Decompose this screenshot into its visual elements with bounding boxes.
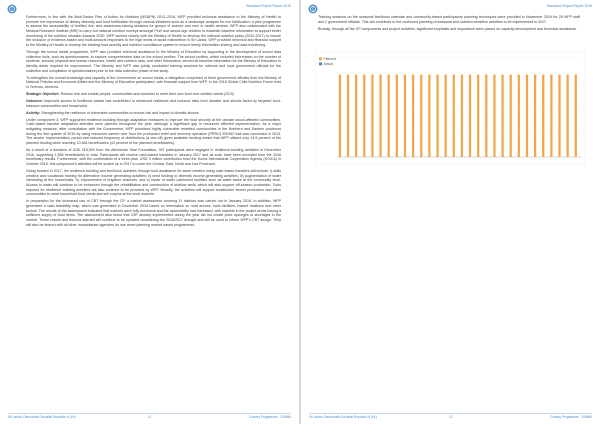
- bar-planned: [355, 75, 357, 158]
- bar-planned: [412, 75, 414, 158]
- bar-planned: [493, 75, 495, 158]
- bar-planned: [567, 75, 569, 158]
- paragraph: Under component 3, WFP supported resilience-building through adaptation measures to improve the food security at the climate shock-affected communities. Cash-based transfer adaptation activities were planned throughout the year, although a significant gap in resources affected implementation. As a major mitigating measure, after consultation with the Government, WFP prioritized highly vulnerable resettled communities in the Northern and Eastern provinces during the first quarter of 2016 by using resources carried over from the protracted relief and recovery operation (PRRO) 200452 that was concluded in 2015. The shorter implementation period and reduced frequency of distributions (a one-off) given available funding meant that WFP utilised only 14.9 percent of the planned funding while reaching 10,484 beneficiaries (43 percent of the planned beneficiaries).: [26, 117, 281, 145]
- paragraph: To strengthen the overall knowledge and capacity of the Government on school meals, a delegation comprised of three government officials from the Ministry of National Policies and Economic Affairs and the Ministry of Education participated, with financial support from WFP, in the 2016 Global Child Nutrition Forum held in Yerevan, Armenia.: [26, 75, 281, 89]
- paragraph-strategic-objective: Strategic Objective: Reduce risk and enable people, communities and countries to meet their own food and nutrition needs (SO3): [26, 91, 234, 96]
- paragraph: Training sessions on the seasonal livelihood calendar and community-based participatory planning techniques were provided in November 2016 for 28 WFP staff and 2 government officials. This will contribute to the continued planning of seasonal and nutrition-sensitive activities to be implemented in 2017.: [318, 15, 580, 24]
- bar-planned: [339, 75, 341, 158]
- paragraph: Through the school meals programme, WFP also provided technical assistance to the Ministry of Education by supporting in the development of school data collection tools, such as questionnaires, to capture comprehensive data on the school profiles. The school profiles, which included information on the number of students, schools' physical and human resources, health and nutrition data, and other information, served as baseline information for the Ministry of Education to identify areas required for improvement. The Ministry and WFP also jointly conducted training sessions for national and local government officials for the collection and compilation of questionnaires prior to the data collection phase of the study.: [26, 50, 281, 73]
- label: Strategic Objective:: [26, 91, 60, 96]
- footer-project: Country Programme - 200866: [549, 415, 592, 419]
- legend-swatch: [319, 62, 322, 65]
- running-header: Standard Project Report 2016: [547, 4, 592, 8]
- page-number: 11: [148, 415, 152, 419]
- bar-planned: [396, 75, 398, 158]
- paragraph: Furthermore, in line with the Multi-Sector Plan of Action for Nutrition (MSAPN) 2013–2016, WFP provided technical assistance to the Ministry of Health to promote the importance of dietary diversity and food fortification through various initiatives such as a landscape analysis for rice fortification; a pilot programme to assess the acceptability of fortified rice; and awareness-raising sessions for groups of women and men in health centres. WFP also collaborated with the Medical Research Institute (MRI) to carry out national nutrition surveys amongst PLW and school-age children to establish baseline information to support better monitoring of the nutrition situation towards 2030. WFP worked closely with the Ministry of Health to develop the national nutrition policy (2010-2017) to ensure the inclusion of evidence-based and multi-sectoral responses to the high levels of acute malnutrition in Sri Lanka. WFP provided technical and financial support to the Ministry of Health to revamp the existing food security and nutrition surveillance system to ensure timely information sharing and data monitoring.: [26, 15, 281, 48]
- wfp-logo-icon: [7, 4, 17, 14]
- bar-planned: [379, 75, 381, 158]
- right-page: [301, 0, 600, 424]
- bar-planned: [542, 75, 544, 158]
- bar-planned: [501, 75, 503, 158]
- left-text-column: [26, 15, 281, 230]
- label: Activity:: [26, 110, 41, 115]
- paragraph: In preparation for the increased use of CBT through the CP, a market assessment covering 11 districts was carried out in January 2016. In addition, WFP generated a cash feasibility map, which was generated in December 2016 based on information on road access, bank facilities, market locations and other factors. The results of the assessment indicated that markets were fully functional and the accessibility had increased, with markets in the project areas having a sufficient supply of food items. The assessment also found that CBT already implemented during the year did not create price upsurges or shortages in the market. These results and lessons learned will continue to be updated considering the 2016/2017 drought and will be used to inform WFP's CBT design. They will also be shared with all other humanitarian agencies for use when planning market-based programmes.: [26, 199, 281, 227]
- legend-label: Actual: [323, 62, 333, 66]
- bar-planned: [558, 75, 560, 158]
- footer-title: Sri Lanka, Democratic Socialist Republic of (LK): [309, 415, 377, 419]
- bar-planned: [445, 75, 447, 158]
- footer-title: Sri Lanka, Democratic Socialist Republic of (LK): [8, 415, 76, 419]
- bar-planned: [347, 75, 349, 158]
- bar-planned: [510, 75, 512, 158]
- bar-planned: [371, 75, 373, 158]
- bar-planned: [477, 75, 479, 158]
- footer-rule: [309, 413, 592, 414]
- footer-rule: [8, 413, 291, 414]
- label: Outcome:: [26, 98, 43, 103]
- wfp-logo-icon: [308, 4, 318, 14]
- bar-planned: [534, 75, 536, 158]
- bar-planned: [453, 75, 455, 158]
- bar-planned: [436, 75, 438, 158]
- bar-planned: [485, 75, 487, 158]
- bar-planned: [469, 75, 471, 158]
- bar-planned: [461, 75, 463, 158]
- legend-swatch: [319, 57, 322, 60]
- beneficiaries-chart: [315, 51, 585, 165]
- bar-planned: [420, 75, 422, 158]
- paragraph: As a result of a donation of USD 318,500 from the Alexkendo Total Foundation, 397 participants were engaged in resilience-building activities in December 2016, supporting 1,588 beneficiaries in total. Participants will receive cash-based transfers in January 2017 and as such have been excluded from the 2016 beneficiary results. Furthermore, with the confirmation of a three-year, USD 4 million contribution from the Korea International Cooperation Agency (KOICA) in October 2016, this component's activities will be scaled up in 2017 to cover the Central, East, North and Uva Provinces.: [26, 147, 281, 166]
- paragraph: Broadly, through all the CP components and project activities, significant emphasis and importance were placed on capacity development and technical assistance.: [318, 26, 578, 31]
- paragraph-activity: Activity: Strengthening the resilience of vulnerable communities to reduce risk and impact of climatic shocks: [26, 110, 199, 115]
- bar-planned: [404, 75, 406, 158]
- right-text-column: [318, 15, 580, 34]
- left-page: [0, 0, 299, 424]
- footer-project: Country Programme - 200866: [248, 415, 291, 419]
- bar-planned: [388, 75, 390, 158]
- page-number: 12: [449, 415, 453, 419]
- bar-planned: [428, 75, 430, 158]
- bar-planned: [518, 75, 520, 158]
- bar-planned: [550, 75, 552, 158]
- bar-planned: [363, 75, 365, 158]
- running-header: Standard Project Report 2016: [246, 4, 291, 8]
- paragraph: Going forward in 2017, the resilience-building and livelihood activities through food assistance for asset creation using cash-based transfers will include: i) skills creation and vocational training for alternative income generating activities; ii) seed funding to diversify income-generating activities; iii) augmentation of water harvesting at the households; iv) improvement of irrigation channels; and v) repair of water catchment facilities such as water tanks at the community level. Access to water will continue to be enhanced through the rehabilitation and construction of shallow wells, which will also support off-season production. Tools required for resilience building activities will also continue to be provided by WFP. Broadly, the activities will support smallholder farmer production and allow communities to meet household food needs and sell surplus at the local markets.: [26, 168, 281, 197]
- paragraph-outcome: Outcome: Improved access to livelihood assets has contributed to enhanced resilience and reduced risks from disaster and shocks faced by targeted food-insecure communities and households: [26, 98, 281, 108]
- legend-label: Planned: [323, 57, 336, 61]
- bar-planned: [575, 75, 577, 158]
- bar-planned: [526, 75, 528, 158]
